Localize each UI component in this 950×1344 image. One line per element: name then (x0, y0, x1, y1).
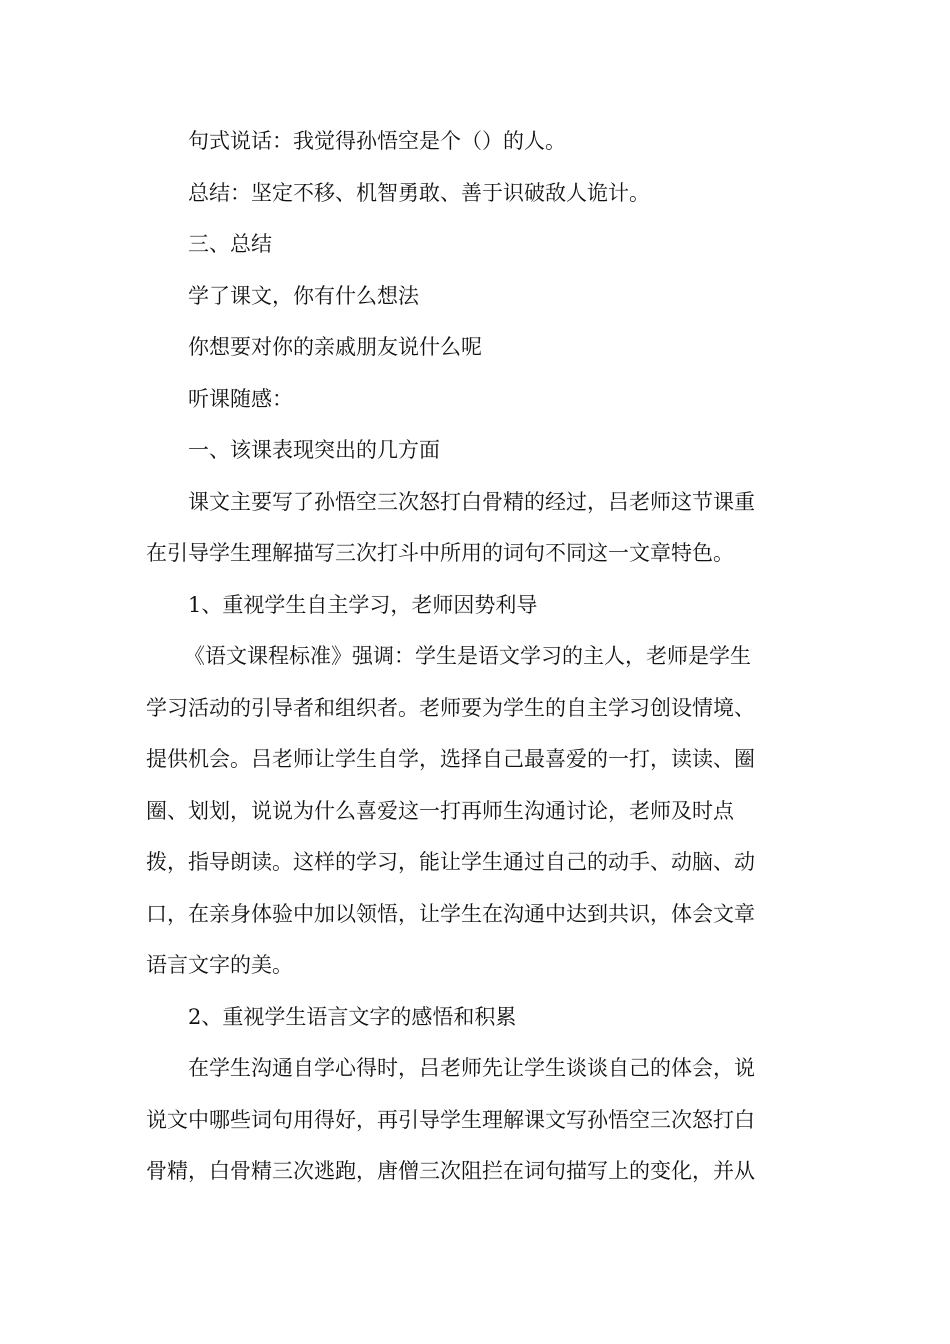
text-line: 你想要对你的亲戚朋友说什么呢 (188, 335, 482, 359)
paragraph-line: 骨精，白骨精三次逃跑，唐僧三次阻拦在词句描写上的变化，并从 (146, 1159, 755, 1183)
paragraph-line: 提供机会。吕老师让学生自学，选择自己最喜爱的一打，读读、圈 (146, 747, 755, 771)
section-heading: 一、该课表现突出的几方面 (188, 438, 440, 462)
paragraph-line: 拨，指导朗读。这样的学习，能让学生通过自己的动手、动脑、动 (146, 850, 755, 874)
paragraph (146, 1043, 800, 1198)
paragraph-line: 在学生沟通自学心得时，吕老师先让学生谈谈自己的体会，说 (188, 1056, 755, 1080)
subheading: 1、重视学生自主学习，老师因势利导 (188, 592, 538, 617)
subheading: 2、重视学生语言文字的感悟和积累 (188, 1004, 517, 1029)
paragraph-line: 说文中哪些词句用得好，再引导学生理解课文写孙悟空三次怒打白 (146, 1107, 755, 1132)
paragraph-line: 口，在亲身体验中加以领悟，让学生在沟通中达到共识，体会文章 (146, 901, 755, 926)
paragraph-line: 在引导学生理解描写三次打斗中所用的词句不同这一文章特色。 (146, 541, 734, 565)
paragraph-line: 学习活动的引导者和组织者。老师要为学生的自主学习创设情境、 (146, 695, 755, 720)
text-line: 学了课文，你有什么想法 (188, 283, 419, 308)
paragraph (146, 477, 800, 580)
paragraph-line: 语言文字的美。 (146, 953, 293, 977)
text-line: 句式说话：我觉得孙悟空是个（）的人。 (188, 129, 566, 153)
paragraph (146, 631, 800, 992)
paragraph-line: 课文主要写了孙悟空三次怒打白骨精的经过，吕老师这节课重 (188, 489, 755, 514)
text-line: 听课随感： (188, 386, 293, 411)
paragraph-line: 《语文课程标准》强调：学生是语文学习的主人，老师是学生 (184, 644, 751, 668)
section-heading: 三、总结 (188, 232, 272, 256)
paragraph-line: 圈、划划，说说为什么喜爱这一打再师生沟通讨论，老师及时点 (146, 798, 734, 823)
text-line: 总结：坚定不移、机智勇敢、善于识破敌人诡计。 (188, 180, 650, 205)
